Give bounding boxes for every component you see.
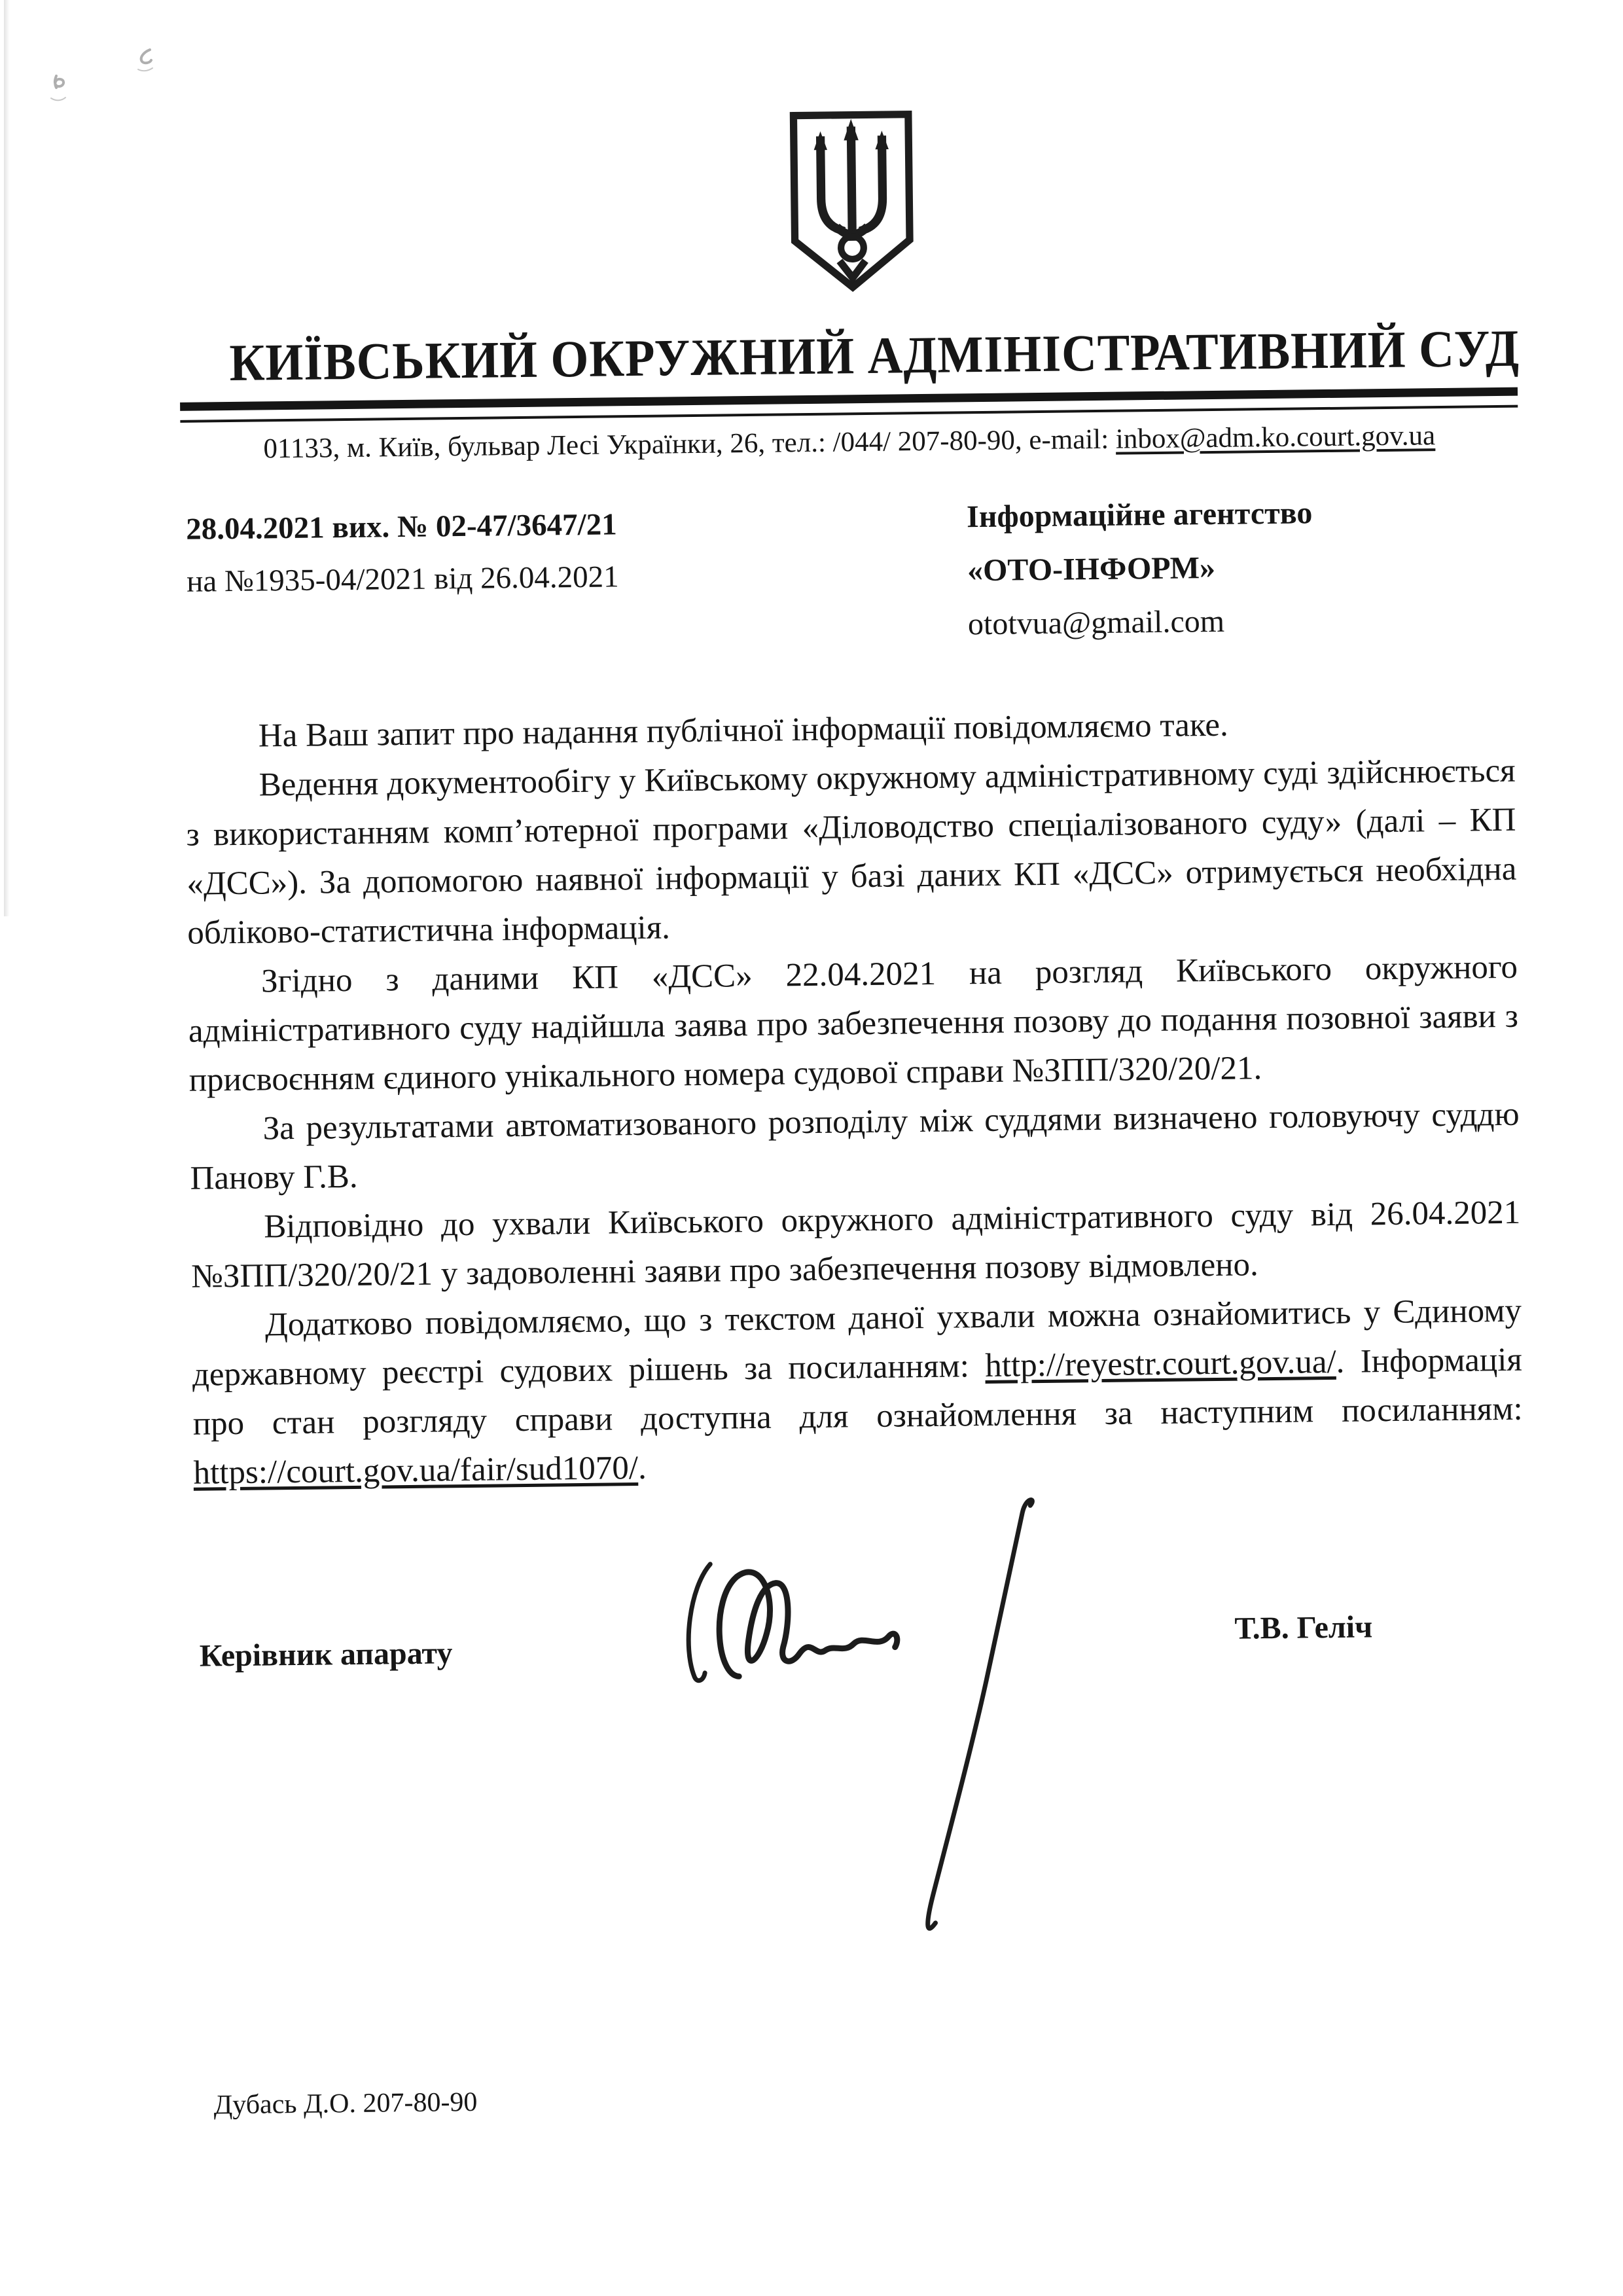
handwritten-signature xyxy=(626,1496,1128,1960)
paragraph-judge: За результатами автоматизованого розподілу між суддями визначено головуючу суддю Панову Г.В. xyxy=(190,1096,1520,1197)
paragraph-links xyxy=(192,1287,1524,1498)
links-text-b: . Інформація про стан розгляду справи доступна для ознайомлення за наступним посиланням: xyxy=(192,1341,1523,1443)
signer-role: Керівник апарату xyxy=(199,1636,453,1674)
paragraph-ruling: Відповідно до ухвали Київського окружного адміністративного суду від 26.04.2021 №ЗПП/320/20/21 у задоволенні заяви про забезпечення позову відмовлено. xyxy=(190,1194,1521,1295)
case-status-link[interactable]: https://court.gov.ua/fair/sud1070/ xyxy=(193,1450,639,1492)
addressee-type: Інформаційне агентство xyxy=(966,495,1313,535)
court-email-link[interactable]: inbox@adm.ko.court.gov.ua xyxy=(1115,420,1436,455)
court-name-text: КИЇВСЬКИЙ ОКРУЖНИЙ АДМІНІСТРАТИВНИЙ СУД xyxy=(229,319,1520,393)
reyestr-court-link[interactable]: http://reyestr.court.gov.ua/ xyxy=(984,1343,1336,1385)
signer-name: Т.В. Геліч xyxy=(1234,1609,1373,1646)
paragraph-intro: На Ваш запит про надання публічної інформації повідомляємо таке. xyxy=(258,706,1229,755)
ukraine-trident-emblem xyxy=(784,107,919,296)
addressee-org-name: «ОТО-ІНФОРМ» xyxy=(967,550,1216,588)
outgoing-ref-number: 28.04.2021 вих. № 02-47/3647/21 xyxy=(185,507,617,547)
reference-block xyxy=(186,498,619,607)
links-text-a: Додатково повідомляємо, що з текстом даної ухвали можна ознайомитись у Єдиному державному реєстрі судових рішень за посиланням: xyxy=(192,1292,1522,1393)
addressee-email[interactable]: ototvua@gmail.com xyxy=(967,603,1225,642)
paragraph-case-info: Згідно з даними КП «ДСС» 22.04.2021 на розгляд Київського окружного адміністративного суду надійшла заява про забезпечення позову до подання позовної заяви з присвоєнням єдиного унікального номера судової справи №ЗПП/320/20/21. xyxy=(188,948,1519,1099)
court-address-line xyxy=(182,419,1517,466)
court-name-heading xyxy=(181,319,1520,394)
paragraph-docflow: Ведення документообігу у Київському окружному адміністративному суді здійснюється з використанням комп’ютерної програми «Діловодство спеціалізованого суду» (далі – КП «ДСС»). За допомогою наявної інформації у базі даних КП «ДСС» отримується необхідна обліково-статистична інформація. xyxy=(186,752,1517,952)
executor-contact: Дубась Д.О. 207-80-90 xyxy=(213,2087,478,2121)
addressee-block xyxy=(967,486,1314,651)
incoming-ref-number: на №1935-04/2021 від 26.04.2021 xyxy=(186,560,619,599)
court-address-text: 01133, м. Київ, бульвар Лесі Українки, 26, тел.: /044/ 207-80-90, e-mail: xyxy=(263,423,1116,465)
links-text-c: . xyxy=(637,1449,647,1487)
letter-body xyxy=(185,698,1523,1498)
